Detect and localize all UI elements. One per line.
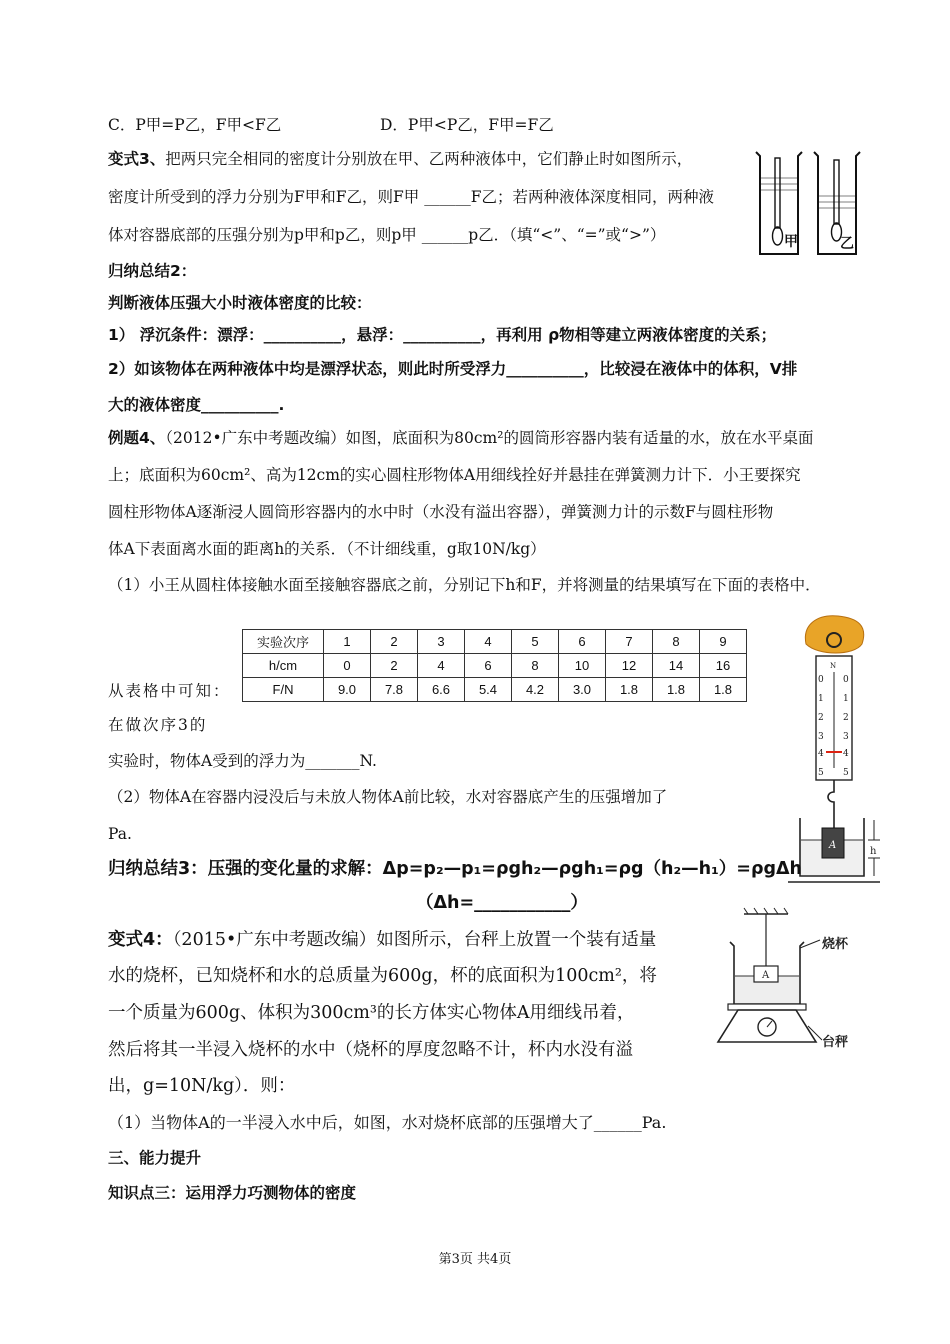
hydrometer-figure bbox=[748, 148, 866, 258]
scale-tick: 0 bbox=[818, 675, 824, 685]
section3-point: 知识点三：运用浮力巧测物体的密度 bbox=[108, 1184, 357, 1202]
summary3-formula: 压强的变化量的求解：Δp=p₂—p₁=ρgh₂—ρgh₁=ρg（h₂—h₁）=ρgΔh bbox=[207, 859, 803, 879]
variant4-text1: （2015•广东中考题改编）如图所示，台秤上放置一个装有适量 bbox=[172, 930, 657, 950]
experiment-table bbox=[242, 629, 747, 702]
beaker-object-label: A bbox=[762, 970, 770, 981]
variant4-line1 bbox=[108, 930, 656, 951]
table-cell: 4.2 bbox=[512, 678, 559, 702]
variant4-q1: （1）当物体A的一半浸入水中后，如图，水对烧杯底部的压强增大了______Pa. bbox=[108, 1113, 667, 1132]
scale-h-label: h bbox=[870, 846, 877, 857]
scale-object-label: A bbox=[829, 840, 837, 851]
section3-title: 三、能力提升 bbox=[108, 1149, 202, 1167]
table-cell: 0 bbox=[324, 654, 371, 678]
beaker-label: 烧杯 bbox=[822, 937, 849, 952]
summary2-line2: 1） 浮沉条件：漂浮：__________，悬浮：__________，再利用 ρ物相等建立两液体密度的关系； bbox=[108, 326, 777, 344]
scale-tick: 1 bbox=[843, 694, 849, 704]
scale-tick: 4 bbox=[818, 749, 824, 759]
table-cell: 16 bbox=[700, 654, 747, 678]
scale-tick: 0 bbox=[843, 675, 849, 685]
table-row bbox=[243, 630, 747, 654]
table-cell: 8 bbox=[653, 630, 700, 654]
balance-label: 台秤 bbox=[822, 1035, 849, 1050]
table-cell: 8 bbox=[512, 654, 559, 678]
summary3-line bbox=[108, 859, 802, 880]
scale-tick: 4 bbox=[843, 749, 849, 759]
example4-q1-cont-c: 实验时，物体A受到的浮力为_______N. bbox=[108, 752, 377, 770]
table-cell: 实验次序 bbox=[243, 630, 324, 654]
variant3-line3: 体对容器底部的压强分别为p甲和p乙，则p甲 ______p乙．（填“<”、“=”或“>”） bbox=[108, 226, 666, 244]
beaker-label-a: 甲 bbox=[784, 234, 798, 250]
table-cell: 3 bbox=[418, 630, 465, 654]
table-cell: 14 bbox=[653, 654, 700, 678]
table-cell: F/N bbox=[243, 678, 324, 702]
spring-scale-figure bbox=[788, 606, 884, 894]
example4-q2-unit: Pa. bbox=[108, 825, 132, 843]
example4-q1: （1）小王从圆柱体接触水面至接触容器底之前，分别记下h和F，并将测量的结果填写在下面的表格中． bbox=[108, 576, 821, 594]
table-cell: 5.4 bbox=[465, 678, 512, 702]
option-d: D．P甲<P乙，F甲=F乙 bbox=[380, 116, 554, 134]
table-cell: h/cm bbox=[243, 654, 324, 678]
table-cell: 6.6 bbox=[418, 678, 465, 702]
table-cell: 1 bbox=[324, 630, 371, 654]
variant3-line2: 密度计所受到的浮力分别为F甲和F乙，则F甲 ______F乙；若两种液体深度相同，两种液 bbox=[108, 188, 714, 206]
table-cell: 9.0 bbox=[324, 678, 371, 702]
summary3-delta: （Δh=___________） bbox=[416, 893, 588, 913]
table-cell: 10 bbox=[559, 654, 606, 678]
table-cell: 9 bbox=[700, 630, 747, 654]
variant3-line1 bbox=[108, 150, 692, 169]
table-cell: 7.8 bbox=[371, 678, 418, 702]
table-row bbox=[243, 678, 747, 702]
table-cell: 1.8 bbox=[653, 678, 700, 702]
summary2-line1: 判断液体压强大小时液体密度的比较： bbox=[108, 294, 372, 312]
option-c: C．P甲=P乙，F甲<F乙 bbox=[108, 116, 282, 134]
table-cell: 2 bbox=[371, 630, 418, 654]
variant3-label: 变式3、 bbox=[108, 150, 166, 168]
example4-line3: 圆柱形物体A逐渐浸人圆筒形容器内的水中时（水没有溢出容器），弹簧测力计的示数F与圆柱形物 bbox=[108, 503, 774, 521]
table-cell: 4 bbox=[418, 654, 465, 678]
scale-tick: 2 bbox=[843, 713, 849, 723]
table-cell: 1.8 bbox=[606, 678, 653, 702]
summary3-title: 归纳总结3： bbox=[108, 859, 208, 879]
variant4-line4: 然后将其一半浸入烧杯的水中（烧杯的厚度忽略不计，杯内水没有溢 bbox=[108, 1040, 633, 1060]
page-footer: 第3页 共4页 bbox=[438, 1252, 512, 1267]
table-cell: 3.0 bbox=[559, 678, 606, 702]
example4-label: 例题4、 bbox=[108, 429, 166, 447]
table-cell: 1.8 bbox=[700, 678, 747, 702]
variant4-line3: 一个质量为600g、体积为300cm³的长方体实心物体A用细线吊着， bbox=[108, 1003, 635, 1023]
example4-q2: （2）物体A在容器内浸没后与未放人物体A前比较，水对容器底产生的压强增加了 bbox=[108, 788, 668, 806]
example4-q1-cont-b: 在做次序3的 bbox=[108, 716, 208, 734]
example4-line4: 体A下表面离水面的距离h的关系．（不计细线重，g取10N/kg） bbox=[108, 540, 546, 558]
example4-line2: 上；底面积为60cm²、高为12cm的实心圆柱形物体A用细线拴好并悬挂在弹簧测力计下．小王要探究 bbox=[108, 466, 801, 484]
scale-tick: 5 bbox=[843, 768, 849, 778]
summary2-line3: 2）如该物体在两种液体中均是漂浮状态，则此时所受浮力__________，比较浸在液体中的体积，V排 bbox=[108, 360, 798, 378]
table-cell: 6 bbox=[559, 630, 606, 654]
summary2-title: 归纳总结2： bbox=[108, 262, 197, 280]
variant4-line2: 水的烧杯，已知烧杯和水的总质量为600g，杯的底面积为100cm²，将 bbox=[108, 966, 657, 986]
scale-tick: 3 bbox=[818, 732, 824, 742]
scale-tick: 5 bbox=[818, 768, 824, 778]
example4-text1: （2012•广东中考题改编）如图，底面积为80cm²的圆筒形容器内装有适量的水，放在水平桌面 bbox=[165, 429, 814, 447]
table-row bbox=[243, 654, 747, 678]
summary2-line4: 大的液体密度__________. bbox=[108, 396, 285, 414]
scale-tick: 2 bbox=[818, 713, 824, 723]
example4-line1 bbox=[108, 429, 813, 448]
scale-tick: 1 bbox=[818, 694, 824, 704]
scale-tick: 3 bbox=[843, 732, 849, 742]
table-cell: 5 bbox=[512, 630, 559, 654]
table-cell: 12 bbox=[606, 654, 653, 678]
variant4-line5: 出，g=10N/kg）．则： bbox=[108, 1076, 296, 1096]
variant4-label: 变式4： bbox=[108, 930, 173, 950]
table-cell: 2 bbox=[371, 654, 418, 678]
example4-q1-cont-a: 从表格中可知： bbox=[108, 682, 231, 700]
table-cell: 7 bbox=[606, 630, 653, 654]
table-cell: 4 bbox=[465, 630, 512, 654]
variant3-text1: 把两只完全相同的密度计分别放在甲、乙两种液体中，它们静止时如图所示， bbox=[165, 150, 693, 168]
beaker-balance-figure bbox=[708, 906, 860, 1056]
beaker-label-b: 乙 bbox=[840, 236, 854, 252]
table-cell: 6 bbox=[465, 654, 512, 678]
scale-top-mark: N bbox=[830, 662, 837, 670]
